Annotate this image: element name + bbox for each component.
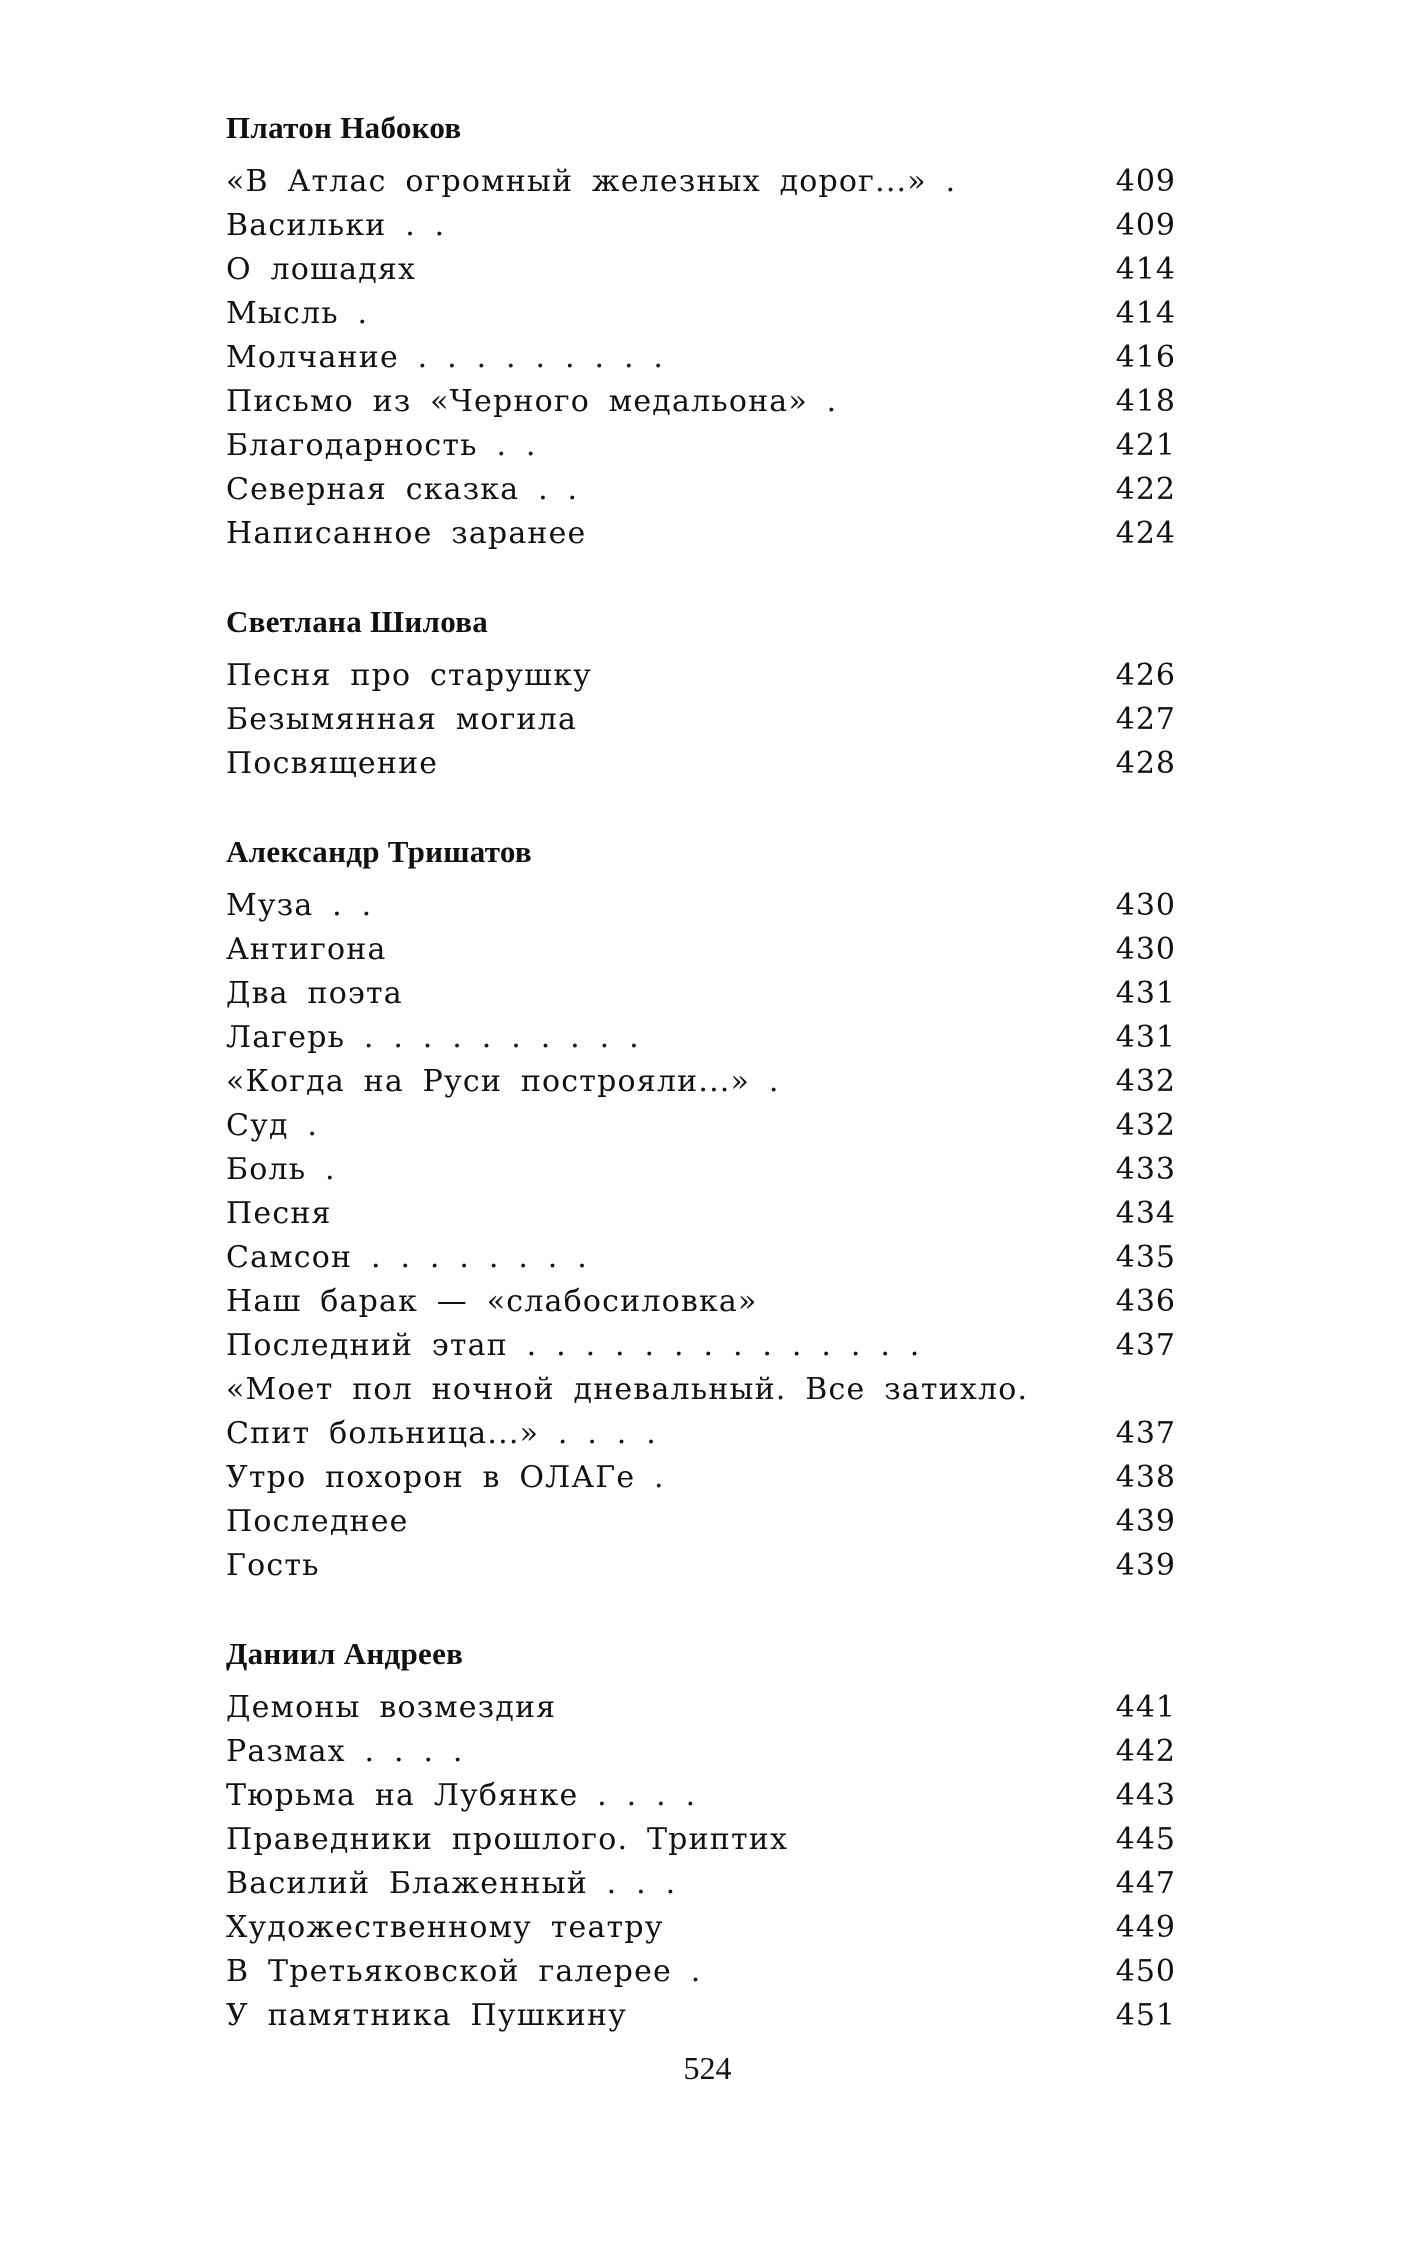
toc-entry — [226, 1412, 1176, 1456]
toc-entry — [226, 160, 1176, 204]
toc-entry — [226, 1544, 1176, 1588]
entry-title: Боль . — [226, 1152, 336, 1187]
entry-page-number: 409 — [1115, 208, 1176, 243]
entry-title: Лагерь . . . . . . . . . . — [226, 1020, 640, 1055]
entry-title: Последнее — [226, 1504, 409, 1539]
entry-title: Спит больница...» . . . . — [226, 1416, 658, 1451]
entry-page-number: 439 — [1115, 1504, 1176, 1539]
entry-page-number: 416 — [1115, 340, 1176, 375]
toc-entry — [226, 928, 1176, 972]
entry-title: Написанное заранее — [226, 516, 587, 551]
toc-entry — [226, 1236, 1176, 1280]
entry-title: Художественному театру — [226, 1910, 664, 1945]
entry-title: «В Атлас огромный железных дорог...» . — [226, 164, 957, 199]
entry-title: Наш барак — «слабосиловка» — [226, 1284, 758, 1319]
entry-page-number: 430 — [1115, 932, 1176, 967]
entry-page-number: 435 — [1115, 1240, 1176, 1275]
toc-entry — [226, 292, 1176, 336]
toc-section — [226, 108, 1176, 556]
entry-page-number: 418 — [1115, 384, 1176, 419]
toc-entry — [226, 1016, 1176, 1060]
entry-page-number: 441 — [1115, 1690, 1176, 1725]
entry-page-number: 436 — [1115, 1284, 1176, 1319]
entry-title: Размах . . . . — [226, 1734, 464, 1769]
toc-entry — [226, 1324, 1176, 1368]
entry-page-number: 426 — [1115, 658, 1176, 693]
entry-page-number: 409 — [1115, 164, 1176, 199]
entry-page-number: 445 — [1115, 1822, 1176, 1857]
toc-entry — [226, 884, 1176, 928]
entry-title: Муза . . — [226, 888, 373, 923]
toc-entry — [226, 972, 1176, 1016]
author-heading: Даниил Андреев — [226, 1636, 464, 1671]
entry-page-number: 451 — [1115, 1998, 1176, 2033]
toc-entry — [226, 380, 1176, 424]
entry-title: Благодарность . . — [226, 428, 537, 463]
author-heading: Александр Тришатов — [226, 834, 532, 869]
table-of-contents — [226, 108, 1176, 2084]
entry-page-number: 432 — [1115, 1064, 1176, 1099]
toc-entry — [226, 1950, 1176, 1994]
entry-page-number: 450 — [1115, 1954, 1176, 1989]
toc-entry — [226, 1774, 1176, 1818]
entry-page-number: 437 — [1115, 1328, 1176, 1363]
toc-entry — [226, 336, 1176, 380]
entry-page-number: 439 — [1115, 1548, 1176, 1583]
entry-title: Васильки . . — [226, 208, 446, 243]
toc-sections — [226, 108, 1176, 2038]
toc-entry — [226, 1192, 1176, 1236]
toc-entry — [226, 1280, 1176, 1324]
entry-title: «Моет пол ночной дневальный. Все затихло. — [226, 1372, 1029, 1407]
toc-entry — [226, 1994, 1176, 2038]
toc-entry — [226, 1862, 1176, 1906]
toc-entry — [226, 204, 1176, 248]
entry-title: Суд . — [226, 1108, 319, 1143]
toc-entry — [226, 1818, 1176, 1862]
author-heading: Светлана Шилова — [226, 604, 489, 639]
entry-title: Северная сказка . . — [226, 472, 579, 507]
entry-title: Молчание . . . . . . . . . — [226, 340, 665, 375]
toc-entry — [226, 1104, 1176, 1148]
entry-page-number: 447 — [1115, 1866, 1176, 1901]
entry-page-number: 421 — [1115, 428, 1176, 463]
entry-page-number: 431 — [1115, 976, 1176, 1011]
toc-entry — [226, 1148, 1176, 1192]
entry-title: О лошадях — [226, 252, 417, 287]
entry-title: Безымянная могила — [226, 702, 578, 737]
entry-title: Два поэта — [226, 976, 403, 1011]
toc-entry — [226, 248, 1176, 292]
entry-title: В Третьяковской галерее . — [226, 1954, 702, 1989]
toc-section — [226, 1634, 1176, 2038]
entry-title: Василий Блаженный . . . — [226, 1866, 677, 1901]
entry-title: Последний этап . . . . . . . . . . . . . . — [226, 1328, 921, 1363]
toc-entry — [226, 1686, 1176, 1730]
toc-entry — [226, 1906, 1176, 1950]
entry-page-number: 449 — [1115, 1910, 1176, 1945]
entry-page-number: 442 — [1115, 1734, 1176, 1769]
entry-page-number: 414 — [1115, 296, 1176, 331]
page-number: 524 — [683, 2050, 732, 2086]
entry-page-number: 424 — [1115, 516, 1176, 551]
entry-page-number: 414 — [1115, 252, 1176, 287]
entry-page-number: 434 — [1115, 1196, 1176, 1231]
toc-section — [226, 602, 1176, 786]
entry-page-number: 422 — [1115, 472, 1176, 507]
entry-title: «Когда на Руси построяли...» . — [226, 1064, 780, 1099]
entry-page-number: 428 — [1115, 746, 1176, 781]
toc-entry — [226, 1456, 1176, 1500]
toc-entry — [226, 654, 1176, 698]
toc-entry — [226, 1500, 1176, 1544]
toc-entry — [226, 424, 1176, 468]
entry-page-number: 431 — [1115, 1020, 1176, 1055]
entry-title: Праведники прошлого. Триптих — [226, 1822, 789, 1857]
toc-entry — [226, 1368, 1176, 1412]
toc-entry — [226, 698, 1176, 742]
toc-entry — [226, 468, 1176, 512]
entry-title: Антигона — [226, 932, 387, 967]
entry-page-number: 432 — [1115, 1108, 1176, 1143]
entry-page-number: 427 — [1115, 702, 1176, 737]
entry-page-number: 437 — [1115, 1416, 1176, 1451]
entry-title: Утро похорон в ОЛАГе . — [226, 1460, 665, 1495]
entry-title: У памятника Пушкину — [226, 1998, 628, 2033]
toc-entry — [226, 1060, 1176, 1104]
entry-page-number: 430 — [1115, 888, 1176, 923]
entry-page-number: 443 — [1115, 1778, 1176, 1813]
entry-title: Самсон . . . . . . . . — [226, 1240, 589, 1275]
entry-title: Гость — [226, 1548, 320, 1583]
entry-title: Тюрьма на Лубянке . . . . — [226, 1778, 697, 1813]
author-heading: Платон Набоков — [226, 110, 462, 145]
toc-entry — [226, 742, 1176, 786]
entry-page-number: 433 — [1115, 1152, 1176, 1187]
entry-title: Демоны возмездия — [226, 1690, 557, 1725]
entry-title: Письмо из «Черного медальона» . — [226, 384, 838, 419]
entry-title: Песня — [226, 1196, 332, 1231]
entry-title: Посвящение — [226, 746, 439, 781]
entry-page-number: 438 — [1115, 1460, 1176, 1495]
toc-entry — [226, 1730, 1176, 1774]
toc-entry — [226, 512, 1176, 556]
entry-title: Песня про старушку — [226, 658, 593, 693]
toc-section — [226, 832, 1176, 1588]
entry-title: Мысль . — [226, 296, 369, 331]
